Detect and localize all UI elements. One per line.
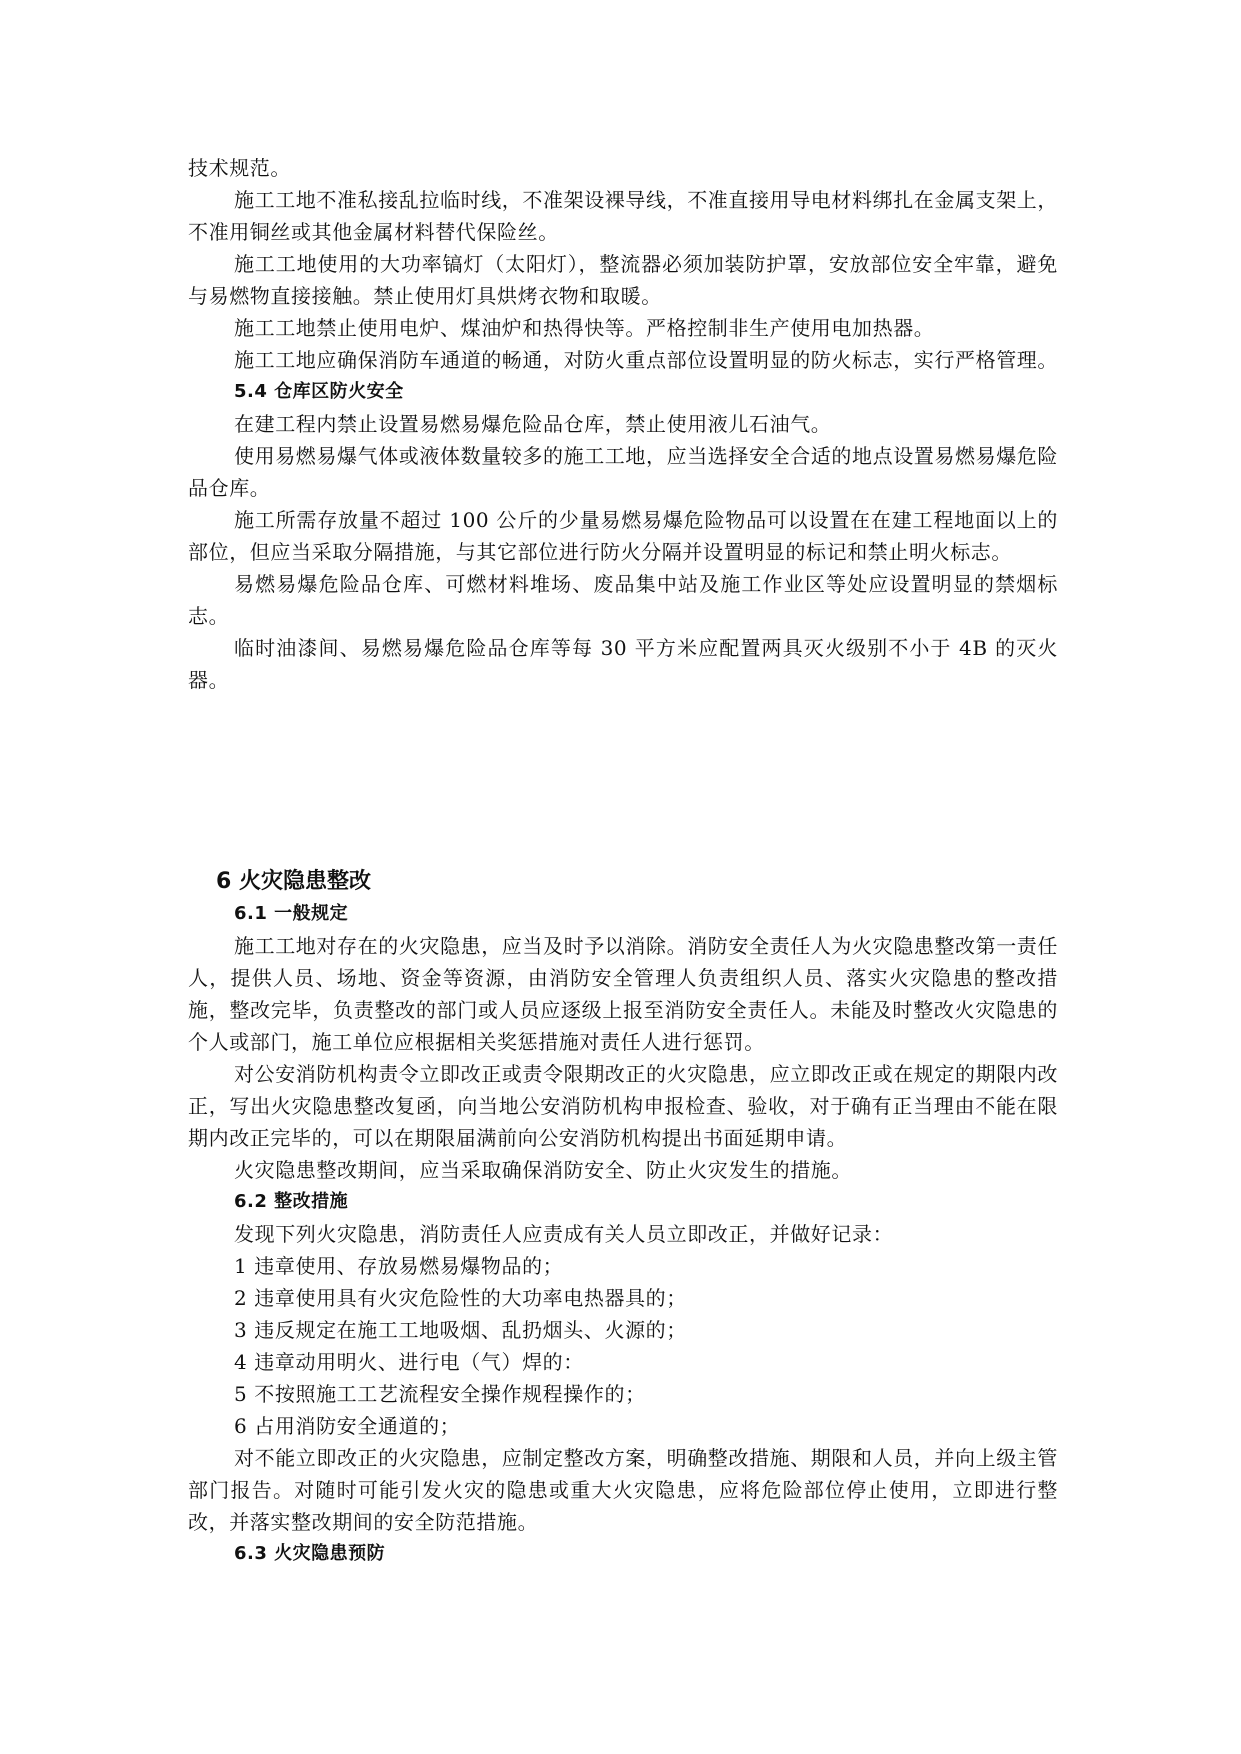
chapter-6-body	[188, 898, 1058, 1570]
paragraph: 施工工地对存在的火灾隐患，应当及时予以消除。消防安全责任人为火灾隐患整改第一责任人，提供人员、场地、资金等资源，由消防安全管理人负责组织人员、落实火灾隐患的整改措施，整改完毕，负责整改的部门或人员应逐级上报至消防安全责任人。未能及时整改火灾隐患的个人或部门，施工单位应根据相关奖惩措施对责任人进行惩罚。	[188, 934, 1058, 1054]
paragraph: 发现下列火灾隐患，消防责任人应责成有关人员立即改正，并做好记录：	[234, 1222, 894, 1246]
list-item: 6 占用消防安全通道的；	[234, 1414, 461, 1438]
paragraph: 技术规范。	[188, 156, 291, 180]
section-heading-6-3: 6.3 火灾隐患预防	[234, 1543, 386, 1564]
chapter-heading-6: 6 火灾隐患整改	[216, 869, 371, 894]
paragraph: 施工工地应确保消防车通道的畅通，对防火重点部位设置明显的防火标志，实行严格管理。	[234, 348, 1058, 372]
paragraph: 对公安消防机构责令立即改正或责令限期改正的火灾隐患，应立即改正或在规定的期限内改正，写出火灾隐患整改复函，向当地公安消防机构申报检查、验收，对于确有正当理由不能在限期内改正完毕的，可以在期限届满前向公安消防机构提出书面延期申请。	[188, 1062, 1058, 1150]
paragraph: 临时油漆间、易燃易爆危险品仓库等每 30 平方米应配置两具灭火级别不小于 4B 的灭火器。	[188, 636, 1058, 692]
paragraph: 施工工地禁止使用电炉、煤油炉和热得快等。严格控制非生产使用电加热器。	[234, 316, 935, 340]
paragraph: 对不能立即改正的火灾隐患，应制定整改方案，明确整改措施、期限和人员，并向上级主管部门报告。对随时可能引发火灾的隐患或重大火灾隐患，应将危险部位停止使用，立即进行整改，并落实整改期间的安全防范措施。	[188, 1446, 1058, 1534]
section-5-3-continuation	[188, 152, 1058, 696]
paragraph: 施工工地使用的大功率镐灯（太阳灯），整流器必须加装防护罩，安放部位安全牢靠，避免与易燃物直接接触。禁止使用灯具烘烤衣物和取暖。	[188, 252, 1058, 308]
list-item: 2 违章使用具有火灾危险性的大功率电热器具的；	[234, 1286, 687, 1310]
section-heading-6-2: 6.2 整改措施	[234, 1191, 349, 1212]
paragraph: 使用易燃易爆气体或液体数量较多的施工工地，应当选择安全合适的地点设置易燃易爆危险品仓库。	[188, 444, 1058, 500]
paragraph: 施工工地不准私接乱拉临时线，不准架设裸导线，不准直接用导电材料绑扎在金属支架上，不准用铜丝或其他金属材料替代保险丝。	[188, 188, 1058, 244]
list-item: 4 违章动用明火、进行电（气）焊的：	[234, 1350, 584, 1374]
paragraph: 施工所需存放量不超过 100 公斤的少量易燃易爆危险物品可以设置在在建工程地面以上的部位，但应当采取分隔措施，与其它部位进行防火分隔并设置明显的标记和禁止明火标志。	[188, 508, 1058, 564]
paragraph: 易燃易爆危险品仓库、可燃材料堆场、废品集中站及施工作业区等处应设置明显的禁烟标志。	[188, 572, 1058, 628]
section-heading-6-1: 6.1 一般规定	[234, 903, 349, 924]
paragraph: 火灾隐患整改期间，应当采取确保消防安全、防止火灾发生的措施。	[234, 1158, 852, 1182]
list-item: 3 违反规定在施工工地吸烟、乱扔烟头、火源的；	[234, 1318, 687, 1342]
section-heading-5-4: 5.4 仓库区防火安全	[234, 381, 404, 402]
list-item: 1 违章使用、存放易燃易爆物品的；	[234, 1254, 564, 1278]
list-item: 5 不按照施工工艺流程安全操作规程操作的；	[234, 1382, 646, 1406]
paragraph: 在建工程内禁止设置易燃易爆危险品仓库，禁止使用液儿石油气。	[234, 412, 832, 436]
